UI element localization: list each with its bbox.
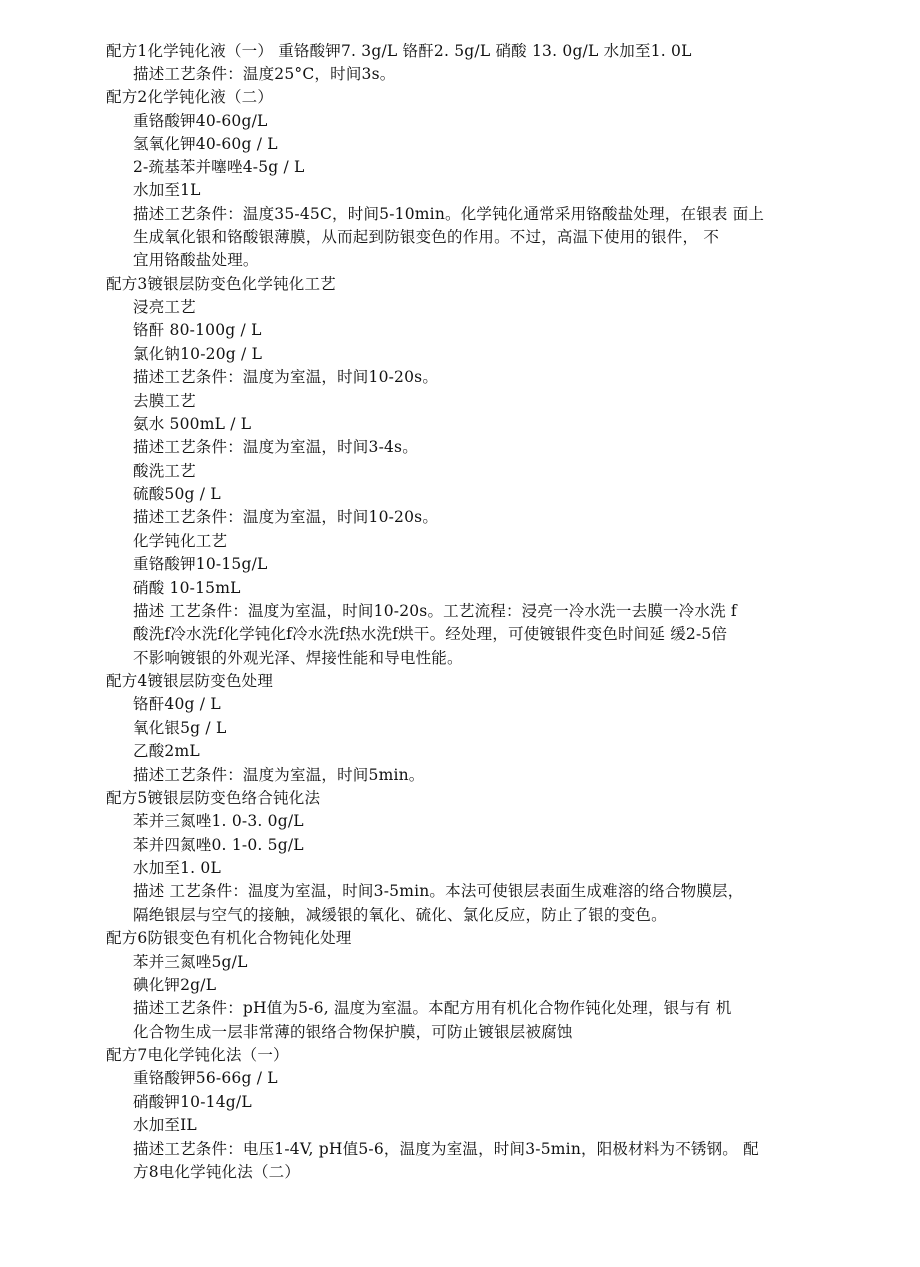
formula-3-ingredient: 硫酸50g / L (133, 485, 221, 503)
formula-3-ingredient: 氯化钠10-20g / L (133, 345, 263, 363)
formula-5-ingredient: 苯并三氮唑1. 0-3. 0g/L (133, 812, 304, 830)
formula-6-ingredient: 碘化钾2g/L (133, 976, 217, 994)
process-heading: 浸亮工艺 (133, 298, 196, 316)
formula-7-description: 描述工艺条件：电压1-4V, pH值5-6，温度为室温，时间3-5min，阳极材料为不锈钢。 配 (133, 1140, 759, 1158)
formula-5-description: 描述 工艺条件：温度为室温，时间3-5min。本法可使银层表面生成难溶的络合物膜层， (133, 882, 744, 900)
formula-2-ingredient: 水加至1L (133, 181, 201, 199)
process-heading: 化学钝化工艺 (133, 532, 228, 550)
formula-2-title: 配方2化学钝化液（二） (106, 88, 274, 106)
formula-2-description: 描述工艺条件：温度35-45C，时间5-10min。化学钝化通常采用铬酸盐处理，在银表 面上 (133, 205, 765, 223)
process-heading: 去膜工艺 (133, 392, 196, 410)
formula-3-title: 配方3镀银层防变色化学钝化工艺 (106, 275, 336, 293)
formula-5-ingredient: 苯并四氮唑0. 1-0. 5g/L (133, 836, 304, 854)
formula-3-conditions: 描述工艺条件：温度为室温，时间10-20s。 (133, 508, 439, 526)
formula-5-description: 隔绝银层与空气的接触，减缓银的氧化、硫化、氯化反应，防止了银的变色。 (133, 906, 667, 924)
formula-5-ingredient: 水加至1. 0L (133, 859, 221, 877)
formula-4-ingredient: 乙酸2mL (133, 742, 200, 760)
formula-2-ingredient: 2-巯基苯并噻唑4-5g / L (133, 158, 305, 176)
formula-3-conditions: 描述工艺条件：温度为室温，时间3-4s。 (133, 438, 418, 456)
formula-4-ingredient: 氧化银5g / L (133, 719, 227, 737)
formula-3-description: 酸洗f冷水洗f化学钝化f冷水洗f热水洗f烘干。经处理，可使镀银件变色时间延 缓2-5倍 (133, 625, 728, 643)
process-heading: 酸洗工艺 (133, 462, 196, 480)
formula-4-conditions: 描述工艺条件：温度为室温，时间5min。 (133, 766, 425, 784)
formula-2-ingredient: 氢氧化钾40-60g / L (133, 135, 278, 153)
formula-4-title: 配方4镀银层防变色处理 (106, 672, 274, 690)
formula-3-ingredient: 氨水 500mL / L (133, 415, 252, 433)
formula-3-description: 描述 工艺条件：温度为室温，时间10-20s。工艺流程：浸亮一冷水洗一去膜一冷水洗 f (133, 602, 737, 620)
formula-8-title: 方8电化学钝化法（二） (133, 1163, 301, 1181)
formula-6-title: 配方6防银变色有机化合物钝化处理 (106, 929, 352, 947)
formula-4-ingredient: 铬酐40g / L (133, 695, 221, 713)
formula-2-description: 宜用铬酸盐处理。 (133, 251, 259, 269)
formula-7-ingredient: 硝酸钾10-14g/L (133, 1093, 252, 1111)
formula-7-ingredient: 重铬酸钾56-66g / L (133, 1069, 278, 1087)
formula-6-description: 化合物生成一层非常薄的银络合物保护膜，可防止镀银层被腐蚀 (133, 1023, 573, 1041)
formula-6-description: 描述工艺条件：pH值为5-6, 温度为室温。本配方用有机化合物作钝化处理，银与有 机 (133, 999, 732, 1017)
formula-3-ingredient: 重铬酸钾10-15g/L (133, 555, 268, 573)
formula-3-conditions: 描述工艺条件：温度为室温，时间10-20s。 (133, 368, 439, 386)
formula-3-ingredient: 铬酐 80-100g / L (133, 321, 262, 339)
formula-3-ingredient: 硝酸 10-15mL (133, 579, 241, 597)
formula-1-conditions: 描述工艺条件：温度25°C，时间3s。 (133, 65, 396, 83)
formula-1-title: 配方1化学钝化液（一） 重铬酸钾7. 3g/L 铬酐2. 5g/L 硝酸 13. 0g/L 水加至1. 0L (106, 42, 692, 60)
formula-7-ingredient: 水加至IL (133, 1116, 197, 1134)
formula-2-ingredient: 重铬酸钾40-60g/L (133, 112, 268, 130)
formula-3-description: 不影响镀银的外观光泽、焊接性能和导电性能。 (133, 649, 463, 667)
formula-5-title: 配方5镀银层防变色络合钝化法 (106, 789, 321, 807)
formula-6-ingredient: 苯并三氮唑5g/L (133, 953, 248, 971)
formula-2-description: 生成氧化银和铬酸银薄膜，从而起到防银变色的作用。不过，高温下使用的银件， 不 (133, 228, 720, 246)
formula-7-title: 配方7电化学钝化法（一） (106, 1046, 289, 1064)
